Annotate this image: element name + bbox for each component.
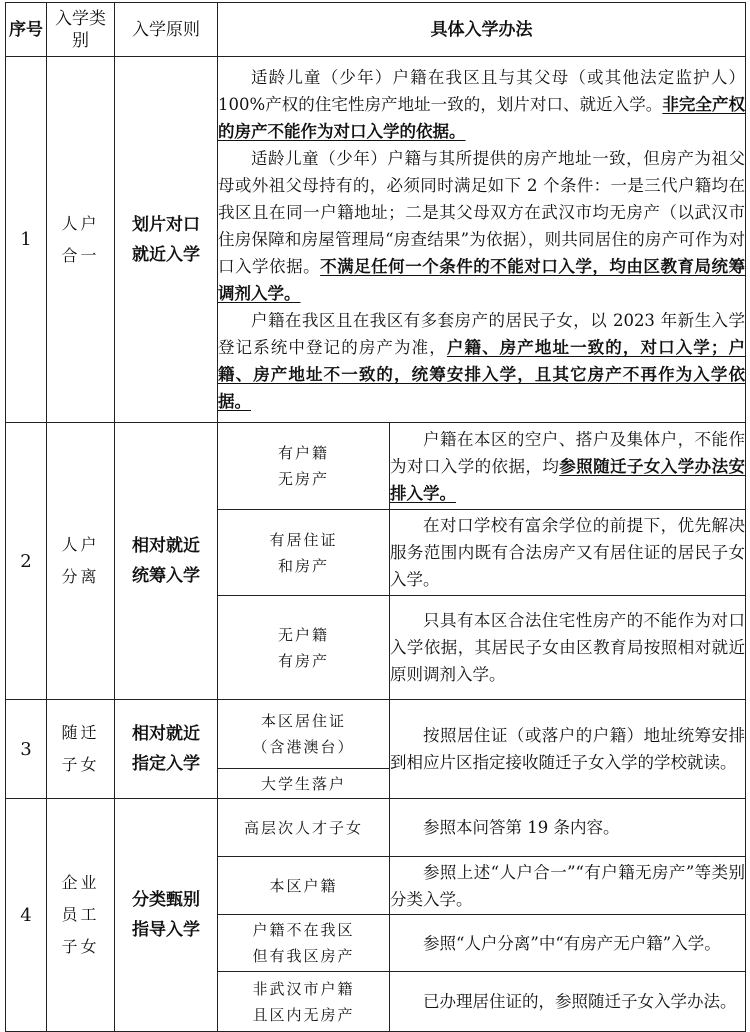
row-principle: 分类甄别 指导入学	[115, 799, 218, 1032]
method-paragraph: 适龄儿童（少年）户籍与其所提供的房产地址一致，但房产为祖父母或外祖父母持有的，必须同时满足如下 2 个条件：一是三代户籍均在我区且在同一户籍地址；二是其父母双方在武汉市均无房产（以武汉市住房保障和房屋管理局“房查结果”为依据），则共同居住的房产可作为对口入学依据。不满足任何一个条件的不能对口入学，均由区教育局统筹调剂入学。	[218, 149, 746, 303]
row-category: 人户 分离	[47, 423, 115, 700]
sub-category: 户籍不在我区 但有我区房产	[218, 915, 390, 972]
row-principle: 划片对口 就近入学	[115, 57, 218, 423]
method-paragraph: 户籍在我区且在我区有多套房产的居民子女，以 2023 年新生入学登记系统中登记的房产为准，户籍、房产地址一致的，对口入学；户籍、房产地址不一致的，统筹安排入学，且其它房产不再作为入学依据。	[218, 311, 746, 411]
sub-category: 有居住证 和房产	[218, 510, 390, 596]
sub-category: 高层次人才子女	[218, 799, 390, 857]
admission-policy-table	[5, 2, 746, 1032]
sub-method: 已办理居住证的，参照随迁子女入学办法。	[390, 972, 746, 1032]
table-header-row	[6, 3, 746, 57]
header-seq: 序号	[6, 3, 47, 57]
sub-method: 参照“人户分离”中“有房产无户籍”入学。	[390, 915, 746, 972]
sub-method: 在对口学校有富余学位的前提下，优先解决服务范围内既有合法房产又有居住证的居民子女入学。	[390, 510, 746, 596]
row-principle: 相对就近 统筹入学	[115, 423, 218, 700]
sub-category: 本区户籍	[218, 857, 390, 915]
sub-method: 参照上述“人户合一”“有户籍无房产”等类别分类入学。	[390, 857, 746, 915]
sub-category: 大学生落户	[218, 769, 390, 799]
header-principle: 入学原则	[115, 3, 218, 57]
header-category: 入学类别	[47, 3, 115, 57]
sub-category: 无户籍 有房产	[218, 596, 390, 700]
header-method: 具体入学办法	[218, 3, 746, 57]
row-category: 随迁 子女	[47, 700, 115, 799]
row-method	[218, 57, 746, 423]
row-category: 人户 合一	[47, 57, 115, 423]
sub-category: 有户籍 无房产	[218, 423, 390, 510]
row-number: 3	[6, 700, 47, 799]
method-paragraph: 适龄儿童（少年）户籍在我区且与其父母（或其他法定监护人）100%产权的住宅性房产地址一致的，划片对口、就近入学。非完全产权的房产不能作为对口入学的依据。	[218, 68, 746, 141]
table-row	[6, 700, 746, 769]
table-row	[6, 799, 746, 857]
sub-method: 参照本问答第 19 条内容。	[390, 799, 746, 857]
sub-method: 只具有本区合法住宅性房产的不能作为对口入学依据，其居民子女由区教育局按照相对就近原则调剂入学。	[390, 596, 746, 700]
sub-method: 按照居住证（或落户的户籍）地址统筹安排到相应片区指定接收随迁子女入学的学校就读。	[390, 700, 746, 799]
row-principle: 相对就近 指定入学	[115, 700, 218, 799]
sub-category: 本区居住证 （含港澳台）	[218, 700, 390, 769]
table-row	[6, 57, 746, 423]
row-number: 2	[6, 423, 47, 700]
row-number: 4	[6, 799, 47, 1032]
row-category: 企业 员工 子女	[47, 799, 115, 1032]
table-row	[6, 423, 746, 510]
row-number: 1	[6, 57, 47, 423]
sub-category: 非武汉市户籍 且区内无房产	[218, 972, 390, 1032]
sub-method: 户籍在本区的空户、搭户及集体户，不能作为对口入学的依据，均参照随迁子女入学办法安排入学。	[390, 423, 746, 510]
